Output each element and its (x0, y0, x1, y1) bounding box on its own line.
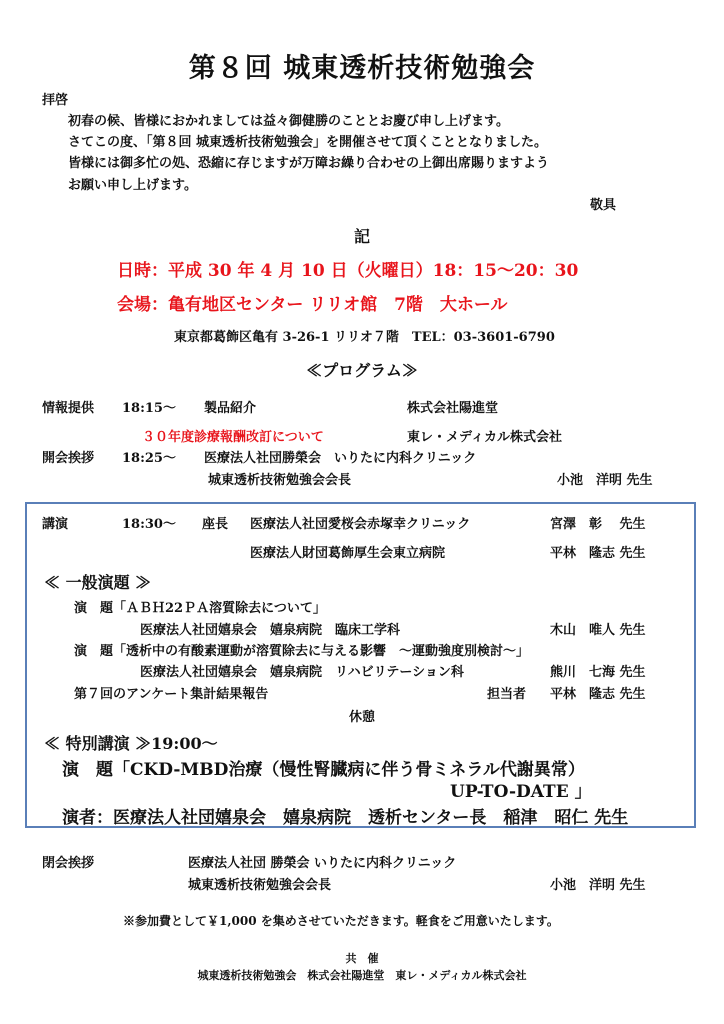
info-company-2: 東レ・メディカル株式会社 (407, 430, 562, 445)
fee-note: ※参加費として￥1,000 を集めさせていただきます。軽食をご用意いたします。 (123, 914, 559, 928)
greeting-line-1: 初春の候、皆様におかれましては益々御健勝のこととお慶び申し上げます。 (68, 114, 509, 129)
survey-name: 平林 隆志 先生 (550, 687, 646, 702)
greeting-closing: 敬具 (590, 198, 617, 213)
lecture-time: 18:30～ (122, 517, 176, 532)
special-title-line-1: 演 題「CKD-MBD治療（慢性腎臓病に伴う骨ミネラル代謝異常） (62, 760, 585, 780)
opening-org: 医療法人社団勝榮会 いりたに内科クリニック (204, 451, 477, 466)
survey-report: 第７回のアンケート集計結果報告 (74, 687, 269, 702)
topic-1-title: 演 題「ＡＢＨ22ＰＡ溶質除去について」 (74, 601, 326, 616)
cohost-list: 城東透析技術勉強会 株式会社陽進堂 東レ・メディカル株式会社 (197, 969, 527, 982)
closing-org: 医療法人社団 勝榮会 いりたに内科クリニック (188, 856, 457, 871)
chair-2-name: 平林 隆志 先生 (550, 546, 646, 561)
lecture-label: 講演 (42, 517, 69, 532)
opening-role: 城東透析技術勉強会会長 (208, 473, 352, 488)
info-company-1: 株式会社陽進堂 (407, 401, 499, 416)
closing-label: 閉会挨拶 (42, 856, 95, 871)
closing-role: 城東透析技術勉強会会長 (188, 878, 332, 893)
info-time: 18:15～ (122, 401, 176, 416)
greeting-line-3: 皆様には御多忙の処、恐縮に存じますが万障お繰り合わせの上御出席賜りますよう (68, 156, 550, 171)
chair-1-org: 医療法人社団愛桜会赤塚幸クリニック (250, 517, 471, 532)
opening-label: 開会挨拶 (42, 451, 95, 466)
chair-label: 座長 (202, 517, 229, 532)
cohost-label: 共 催 (345, 952, 379, 965)
general-heading: ≪ 一般演題 ≫ (44, 573, 152, 592)
info-label: 情報提供 (42, 401, 95, 416)
opening-name: 小池 洋明 先生 (557, 473, 653, 488)
info-item-1: 製品紹介 (204, 401, 257, 416)
topic-1-name: 木山 唯人 先生 (550, 623, 646, 638)
event-address: 東京都葛飾区亀有 3-26-1 リリオ７階 TEL：03-3601-6790 (174, 330, 555, 345)
special-heading: ≪ 特別講演 ≫19:00～ (44, 734, 218, 753)
greeting-opening: 拝啓 (42, 93, 69, 108)
topic-2-title: 演 題「透析中の有酸素運動が溶質除去に与える影響 ～運動強度別検討～」 (74, 644, 530, 659)
survey-role: 担当者 (487, 687, 527, 702)
opening-time: 18:25～ (122, 451, 176, 466)
chair-1-name: 宮澤 彰 先生 (550, 517, 646, 532)
special-title-line-2: UP-TO-DATE 」 (450, 782, 592, 802)
chair-2-org: 医療法人財団葛飾厚生会東立病院 (250, 546, 446, 561)
page-title: 第８回 城東透析技術勉強会 (188, 53, 536, 84)
closing-name: 小池 洋明 先生 (550, 878, 646, 893)
greeting-line-2: さてこの度、「第８回 城東透析技術勉強会」を開催させて頂くこととなりました。 (68, 135, 548, 150)
topic-1-affiliation: 医療法人社団嬉泉会 嬉泉病院 臨床工学科 (140, 623, 401, 638)
event-datetime: 日時：平成 30 年 4 月 10 日（火曜日）18：15～20：30 (117, 261, 579, 281)
program-heading: ≪プログラム≫ (306, 361, 418, 380)
info-item-2: ３０年度診療報酬改訂について (142, 430, 324, 445)
topic-2-name: 熊川 七海 先生 (550, 665, 646, 680)
event-venue: 会場：亀有地区センター リリオ館 7階 大ホール (117, 295, 508, 315)
topic-2-affiliation: 医療法人社団嬉泉会 嬉泉病院 リハビリテーション科 (140, 665, 464, 680)
break-label: 休憩 (348, 710, 375, 725)
ki-heading: 記 (353, 227, 370, 246)
special-speaker: 演者：医療法人社団嬉泉会 嬉泉病院 透析センター長 稲津 昭仁 先生 (62, 808, 629, 828)
greeting-line-4: お願い申し上げます。 (68, 178, 197, 193)
